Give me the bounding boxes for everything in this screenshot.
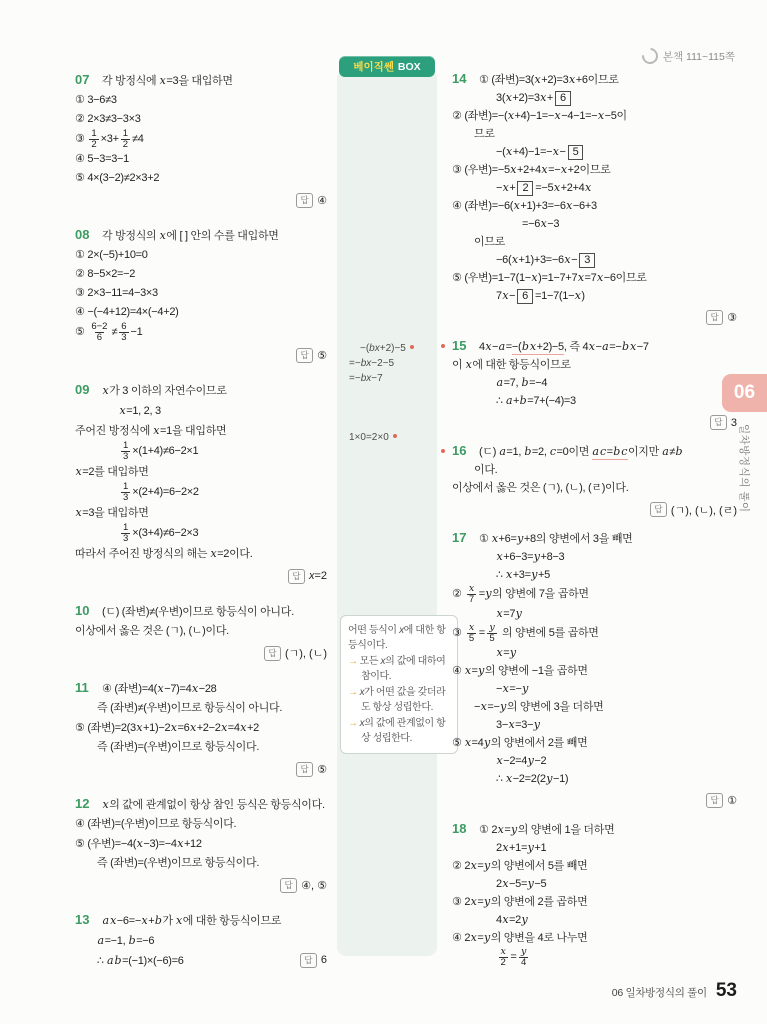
line-text: 이다. [474, 464, 498, 476]
footer-page-number: 53 [715, 980, 737, 1001]
fraction: $\frac{x}{7}$ [468, 583, 475, 605]
problem-number: 15 [452, 338, 467, 353]
problem-line [452, 107, 737, 125]
line-text: 3−x=3−y [496, 717, 540, 731]
line-text: 이상에서 옳은 것은 (ㄱ), (ㄴ), (ㄹ)이다. [452, 482, 629, 494]
problem-line [75, 284, 327, 303]
line-text: ⑤ (우변)=1−7(1−x)=1−7+7x=7x−6이므로 [452, 271, 647, 284]
answer-value: ④, ⑤ [301, 879, 327, 892]
problem-line [452, 623, 737, 644]
box-label: BOX [397, 60, 421, 73]
note-box-item: → x의 값에 관계없이 항상 성립한다. [348, 718, 446, 744]
fraction: $\frac{1}{2}$ [91, 128, 97, 150]
problem-12 [75, 794, 327, 895]
fraction: $\frac{1}{3}$ [123, 439, 129, 462]
problem-line [75, 441, 327, 462]
line-text: 이므로 [474, 236, 505, 248]
line-text: ∴ x+3=y+5 [496, 568, 550, 581]
line-text: 이상에서 옳은 것은 (ㄱ), (ㄴ)이다. [75, 624, 229, 637]
line-text: 주어진 방정식에 x=1을 대입하면 [75, 423, 227, 437]
problem-line [75, 931, 327, 951]
problem-line [452, 251, 737, 269]
line-text: ④ (좌변)=(우변)이므로 항등식이다. [75, 817, 237, 830]
problem-number: 17 [452, 530, 467, 545]
answer-chip: 답 [280, 878, 297, 893]
line-text: ⑤ $\frac{6-2}{6}$ ≠ $\frac{6}{3}$ −1 [75, 320, 143, 343]
problem-07 [75, 70, 327, 210]
problem-line [452, 392, 737, 410]
line-text: $\frac{1}{3}$ ×(2+4)=6−2×2 [123, 480, 199, 503]
problem-line [452, 125, 737, 143]
line-text: ③ 2x=y의 양변에 2를 곱하면 [452, 894, 588, 908]
line-text: (ㄷ) a=1, b=2, c=0이면 ac=bc이지만 a≠b [479, 445, 683, 458]
line-text: ② 2×3≠3−3×3 [75, 113, 141, 125]
problem-line [452, 584, 737, 605]
problem-line [75, 544, 327, 564]
answer-row [452, 791, 737, 810]
problem-number: 09 [75, 381, 90, 397]
answer-value: x=2 [308, 570, 327, 583]
line-text: $\frac{1}{3}$ ×(3+4)≠6−2×3 [123, 521, 199, 544]
problem-16 [452, 442, 737, 519]
line-text: ① 2×(−5)+10=0 [75, 248, 148, 261]
problem-line [452, 161, 737, 179]
problem-13 [75, 910, 327, 971]
line-text: ④ (좌변)=4(x−7)=4x−28 [102, 681, 217, 695]
answer-value: (ㄱ), (ㄴ), (ㄹ) [670, 504, 737, 517]
line-text: x=y [496, 645, 517, 659]
problem-line [75, 718, 327, 738]
line-text: −x+ 2 =−5x+2+4x [496, 181, 592, 194]
note-box-item: → x가 어떤 값을 갖더라도 항상 성립한다. [348, 687, 446, 713]
answer [706, 793, 737, 808]
answer [288, 569, 327, 584]
problem-line [452, 529, 737, 548]
line-text: ④ 2x=y의 양변을 4로 나누면 [452, 930, 588, 944]
fraction: $\frac{1}{3}$ [123, 480, 129, 503]
line-text: x=2를 대입하면 [75, 464, 149, 478]
line-text: ④ x=y의 양변에 −1을 곱하면 [452, 663, 588, 677]
fraction: $\frac{x}{2}$ [500, 945, 506, 968]
boxed-value: 5 [568, 145, 584, 160]
answer-chip: 답 [706, 310, 723, 325]
problem-line [75, 91, 327, 110]
problem-line [452, 197, 737, 215]
problem-08 [75, 225, 327, 365]
problem-line [75, 110, 327, 129]
line-text: ③ $\frac{x}{5}$ = $\frac{y}{5}$ 의 양변에 5를 곱하면 [452, 621, 599, 644]
answer [296, 348, 327, 363]
answer-chip: 답 [264, 646, 281, 661]
problem-line [452, 233, 737, 251]
answer-value: ① [727, 794, 737, 807]
line-text: ① 3−6≠3 [75, 94, 117, 106]
mint-strip [337, 70, 437, 956]
right-column [452, 70, 737, 978]
problem-number: 11 [75, 679, 89, 695]
note-box-item: 어떤 등식이 x에 대한 항등식이다. [348, 625, 446, 651]
margin-note-line: =−bx−2−5 [349, 358, 395, 369]
identity-note-box [340, 615, 458, 754]
problem-line [75, 265, 327, 284]
fraction: $\frac{y}{4}$ [520, 945, 527, 968]
line-text: 즉 (좌변)≠(우변)이므로 항등식이 아니다. [97, 701, 283, 714]
margin-note [349, 430, 435, 445]
answer [300, 951, 327, 970]
answer-row [452, 308, 737, 327]
line-text: 각 방정식에 x=3을 대입하면 [102, 74, 233, 87]
problem-number: 07 [75, 72, 90, 87]
answer-value: ④ [317, 194, 327, 207]
problem-number: 10 [75, 602, 90, 618]
boxed-value: 3 [579, 253, 595, 268]
line-text: 3(x+2)=3x+ 6 [496, 92, 573, 104]
answer-chip: 답 [650, 502, 667, 517]
line-text: x+6−3=y+8−3 [496, 550, 565, 563]
fraction: $\frac{1}{2}$ [122, 128, 128, 150]
problem-line [452, 644, 737, 662]
line-text: 이 x에 대한 항등식이므로 [452, 358, 571, 371]
line-text: −(x+4)−1=−x− 5 [496, 146, 585, 158]
problem-line [75, 421, 327, 441]
problem-line [75, 225, 327, 246]
header-page-ref [642, 48, 735, 64]
problem-line [75, 150, 327, 169]
line-text: ④ −(−4+12)=4×(−4+2) [75, 305, 179, 318]
line-text: −6(x+1)+3=−6x− 3 [496, 254, 597, 266]
problem-line [452, 875, 737, 893]
fraction: $\frac{y}{5}$ [489, 621, 495, 644]
problem-line [452, 734, 737, 752]
answer-value: ⑤ [317, 349, 327, 362]
line-text: ② (좌변)=−(x+4)−1=−x−4−1=−x−5이 [452, 109, 627, 122]
problem-line [75, 401, 327, 421]
line-text: ⑤ (우변)=−4(x−3)=−4x+12 [75, 836, 202, 850]
problem-line [452, 89, 737, 107]
problem-line [452, 356, 737, 374]
line-text: ① (좌변)=3(x+2)=3x+6이므로 [479, 73, 619, 86]
line-text: ③ (우변)=−5x+2+4x=−x+2이므로 [452, 163, 611, 176]
problem-line [75, 70, 327, 91]
problem-line [452, 680, 737, 698]
problem-line [452, 857, 737, 875]
answer-value: ③ [727, 312, 737, 324]
fraction: $\frac{6}{3}$ [121, 320, 127, 343]
line-text: ④ (좌변)=−6(x+1)+3=−6x−6+3 [452, 199, 597, 212]
linked-underline: −(bx+2)−5 [511, 340, 564, 353]
line-text: ⑤ (좌변)=2(3x+1)−2x=6x+2−2x=4x+2 [75, 720, 259, 734]
problem-line [75, 601, 327, 622]
answer-row [75, 346, 327, 365]
problem-line [75, 678, 327, 699]
line-text: a=−1, b=−6 [97, 933, 155, 947]
answer-chip: 답 [296, 348, 313, 363]
line-text: 즉 (좌변)=(우변)이므로 항등식이다. [97, 856, 260, 869]
answer-row [452, 413, 737, 432]
answer-row [75, 760, 327, 779]
answer [710, 415, 737, 430]
problem-line [75, 794, 327, 815]
chapter-number: 06 [733, 382, 756, 403]
line-text: 4x=2y [496, 912, 528, 926]
problem-number: 08 [75, 226, 90, 242]
problem-line [75, 951, 327, 971]
left-column [75, 70, 327, 986]
boxed-value: 6 [517, 289, 533, 304]
page-ref-label: 본책 111~115쪽 [662, 50, 735, 63]
answer-chip: 답 [296, 762, 313, 777]
problem-10 [75, 601, 327, 663]
answer [706, 310, 737, 325]
line-text: ax−6=−x+b가 x에 대한 항등식이므로 [102, 913, 282, 927]
line-text: $\frac{1}{3}$ ×(1+4)≠6−2×1 [123, 439, 199, 462]
answer-row [452, 500, 737, 519]
line-text: ⑤ x=4y의 양변에서 2를 빼면 [452, 735, 588, 749]
problem-11 [75, 678, 327, 779]
fraction: $\frac{6-2}{6}$ [91, 320, 108, 343]
arrow-icon: → [348, 718, 358, 729]
line-text: ∴ ab=(−1)×(−6)=6 [97, 953, 184, 967]
problem-line [452, 605, 737, 623]
line-text: ③ 2×3−11=4−3×3 [75, 286, 158, 299]
answer-value: 6 [320, 954, 327, 967]
line-text: ④ 5−3=3−1 [75, 152, 129, 165]
line-text: ② $\frac{x}{7}$ =y의 양변에 7을 곱하면 [452, 583, 589, 605]
arrow-icon: → [348, 687, 358, 698]
problem-line [452, 911, 737, 929]
problem-line [75, 380, 327, 401]
line-text: 7x− 6 =1−7(1−x) [496, 289, 585, 302]
problem-09 [75, 380, 327, 586]
problem-line [452, 479, 737, 497]
line-text: a=7, b=−4 [496, 376, 548, 389]
margin-note-line: −(bx+2)−5 [349, 341, 435, 356]
refresh-icon [639, 45, 662, 68]
line-text: 즉 (좌변)=(우변)이므로 항등식이다. [97, 740, 260, 753]
line-text: x=7y [496, 606, 522, 620]
line-text: x−2=4y−2 [496, 753, 547, 767]
answer-row [75, 876, 327, 895]
margin-note-line: =−bx−7 [349, 373, 383, 384]
line-text: x=3을 대입하면 [75, 505, 149, 519]
brand-label: 베이직쎈 [353, 61, 394, 73]
problem-line [75, 169, 327, 188]
arrow-icon: → [348, 656, 358, 667]
line-text: 2x−5=y−5 [496, 876, 547, 890]
boxed-value: 6 [555, 91, 571, 106]
footer-chapter-title: 06 일차방정식의 풀이 [611, 987, 707, 999]
line-text: 따라서 주어진 방정식의 해는 x=2이다. [75, 546, 253, 560]
line-text: x의 값에 관계없이 항상 참인 등식은 항등식이다. [102, 797, 325, 811]
problem-14 [452, 70, 737, 327]
problem-line [452, 374, 737, 392]
margin-note [349, 341, 435, 386]
line-text: ① 2x=y의 양변에 1을 더하면 [479, 822, 615, 836]
line-text: ② 2x=y의 양변에서 5를 빼면 [452, 858, 588, 872]
answer [650, 502, 737, 518]
problem-line [75, 482, 327, 503]
problem-line [75, 699, 327, 718]
answer-chip: 답 [300, 953, 317, 968]
problem-line [75, 523, 327, 544]
problem-18 [452, 820, 737, 968]
answer-row [75, 644, 327, 663]
line-text: 각 방정식의 x에 [ ] 안의 수를 대입하면 [102, 228, 279, 242]
problem-line [452, 143, 737, 161]
leader-dot [410, 345, 414, 349]
problem-line [452, 716, 737, 734]
leader-dot [393, 434, 397, 438]
problem-line [75, 622, 327, 641]
problem-line [452, 179, 737, 197]
line-text: 2x+1=y+1 [496, 840, 547, 854]
line-text: ∴ a+b=7+(−4)=3 [496, 394, 576, 407]
answer-row [75, 191, 327, 210]
fraction: $\frac{1}{3}$ [123, 521, 129, 544]
problem-line [452, 269, 737, 287]
problem-line [452, 770, 737, 788]
problem-line [75, 834, 327, 854]
problem-number: 14 [452, 71, 467, 86]
problem-line [452, 893, 737, 911]
problem-line [452, 215, 737, 233]
line-text: ① x+6=y+8의 양변에서 3을 빼면 [479, 532, 633, 545]
problem-line [452, 442, 737, 461]
boxed-value: 2 [517, 181, 533, 196]
problem-line [75, 322, 327, 343]
linked-underline: ac=bc [592, 445, 628, 458]
problem-number: 12 [75, 795, 90, 811]
answer-chip: 답 [296, 193, 313, 208]
fraction: $\frac{x}{5}$ [468, 621, 475, 644]
line-text: 므로 [474, 128, 495, 140]
line-text: ③ $\frac{1}{2}$ ×3+ $\frac{1}{2}$ ≠4 [75, 128, 144, 150]
answer [296, 193, 327, 208]
problem-line [75, 129, 327, 150]
problem-line [452, 820, 737, 839]
footer [612, 980, 737, 1002]
problem-line [452, 337, 737, 356]
answer-chip: 답 [710, 415, 727, 430]
line-text: x=1, 2, 3 [119, 403, 161, 417]
answer [280, 878, 327, 893]
problem-line [452, 566, 737, 584]
problem-line [75, 303, 327, 322]
note-box-item: → 모든 x의 값에 대하여 참이다. [348, 656, 446, 682]
problem-line [75, 910, 327, 931]
problem-line [452, 839, 737, 857]
line-text: −x=−y의 양변에 3을 더하면 [474, 699, 604, 713]
line-text: −x=−y [496, 681, 529, 695]
answer-value: 3 [730, 416, 737, 429]
problem-line [452, 947, 737, 968]
answer [296, 762, 327, 777]
problem-line [452, 461, 737, 479]
problem-line [75, 462, 327, 482]
problem-line [452, 662, 737, 680]
line-text: =−6x−3 [522, 217, 560, 230]
basic-box-tab [339, 56, 435, 77]
problem-15 [452, 337, 737, 432]
answer-row [75, 567, 327, 586]
problem-line [452, 287, 737, 305]
problem-line [75, 738, 327, 757]
problem-line [452, 752, 737, 770]
margin-note-line: 1×0=2×0 [349, 430, 435, 445]
problem-line [452, 548, 737, 566]
answer-value: (ㄱ), (ㄴ) [284, 648, 327, 661]
problem-line [75, 854, 327, 873]
line-text: 4x−a=−(bx+2)−5, 즉 4x−a=−bx−7 [479, 340, 649, 353]
line-text: (ㄷ) (좌변)≠(우변)이므로 항등식이 아니다. [102, 605, 294, 618]
answer [264, 645, 327, 661]
line-text: ② 8−5×2=−2 [75, 267, 136, 280]
chapter-side-label: 일차방정식의 풀이 [738, 424, 750, 513]
problem-17 [452, 529, 737, 810]
problem-line [452, 70, 737, 89]
line-text: x가 3 이하의 자연수이므로 [102, 383, 227, 397]
line-text: ∴ x−2=2(2y−1) [496, 771, 569, 785]
answer-value: ⑤ [317, 763, 327, 776]
line-text: ⑤ 4×(3−2)≠2×3+2 [75, 171, 160, 184]
problem-line [452, 698, 737, 716]
answer-chip: 답 [706, 793, 723, 808]
answer-chip: 답 [288, 569, 305, 584]
problem-line [75, 503, 327, 523]
problem-line [75, 246, 327, 265]
line-text: $\frac{x}{2}$ = $\frac{y}{4}$ [496, 951, 531, 963]
problem-line [75, 815, 327, 834]
problem-number: 16 [452, 443, 467, 458]
problem-number: 18 [452, 820, 467, 836]
problem-number: 13 [75, 911, 90, 927]
problem-line [452, 929, 737, 947]
